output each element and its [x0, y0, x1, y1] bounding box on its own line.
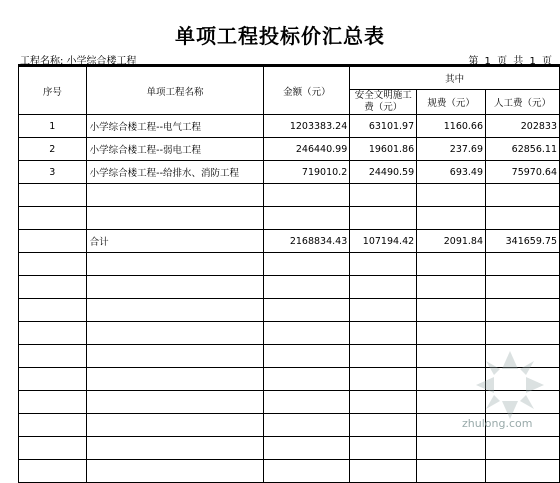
cell-amount: 719010.2 [264, 161, 350, 184]
empty-cell [350, 437, 417, 460]
empty-cell [417, 437, 486, 460]
empty-cell [86, 368, 264, 391]
empty-cell [86, 460, 264, 483]
total-amount: 2168834.43 [264, 230, 350, 253]
project-name: 工程名称: 小学综合楼工程 [20, 56, 137, 67]
table-row [19, 115, 560, 138]
empty-cell [86, 391, 264, 414]
empty-row [19, 460, 560, 483]
cell-labor: 202833 [486, 115, 560, 138]
empty-cell [264, 276, 350, 299]
cell-safety: 63101.97 [350, 115, 417, 138]
empty-cell [19, 414, 87, 437]
cell-amount: 1203383.24 [264, 115, 350, 138]
watermark-text: zhulong.com [462, 417, 533, 430]
empty-cell [86, 322, 264, 345]
empty-cell [19, 253, 87, 276]
empty-row [19, 253, 560, 276]
page-info: 第 1 页 共 1 页 [468, 56, 552, 67]
empty-cell [264, 345, 350, 368]
empty-cell [350, 345, 417, 368]
empty-cell [486, 276, 560, 299]
cell-fees: 693.49 [417, 161, 486, 184]
empty-row [19, 299, 560, 322]
empty-cell [350, 391, 417, 414]
cell-amount: 246440.99 [264, 138, 350, 161]
empty-cell [19, 345, 87, 368]
empty-cell [486, 322, 560, 345]
empty-cell [19, 276, 87, 299]
empty-cell [19, 184, 87, 207]
empty-cell [264, 253, 350, 276]
cell-seq: 1 [19, 115, 87, 138]
empty-cell [86, 299, 264, 322]
empty-cell [417, 276, 486, 299]
cell-labor: 62856.11 [486, 138, 560, 161]
empty-cell [264, 322, 350, 345]
total-row [19, 230, 560, 253]
empty-cell [486, 207, 560, 230]
col-header-seq: 序号 [19, 67, 87, 115]
empty-cell [19, 437, 87, 460]
empty-cell [264, 437, 350, 460]
empty-cell [86, 207, 264, 230]
cell-safety: 19601.86 [350, 138, 417, 161]
empty-cell [19, 460, 87, 483]
empty-cell [264, 299, 350, 322]
total-safety: 107194.42 [350, 230, 417, 253]
empty-cell [19, 207, 87, 230]
empty-row [19, 276, 560, 299]
empty-cell [19, 230, 87, 253]
empty-cell [350, 322, 417, 345]
empty-row [19, 437, 560, 460]
empty-cell [19, 322, 87, 345]
empty-cell [486, 299, 560, 322]
empty-cell [86, 253, 264, 276]
empty-cell [264, 414, 350, 437]
table-row [19, 161, 560, 184]
cell-name: 小学综合楼工程--给排水、消防工程 [86, 161, 264, 184]
empty-cell [350, 184, 417, 207]
empty-cell [486, 437, 560, 460]
empty-cell [417, 299, 486, 322]
empty-cell [19, 391, 87, 414]
empty-cell [350, 276, 417, 299]
empty-cell [86, 184, 264, 207]
empty-cell [350, 460, 417, 483]
col-header-amount: 金额（元） [264, 67, 350, 115]
cell-name: 小学综合楼工程--电气工程 [86, 115, 264, 138]
empty-cell [417, 460, 486, 483]
empty-row [19, 184, 560, 207]
empty-cell [19, 368, 87, 391]
empty-cell [264, 391, 350, 414]
empty-cell [86, 345, 264, 368]
col-header-safety: 安全文明施工费（元） [350, 90, 417, 115]
cell-name: 小学综合楼工程--弱电工程 [86, 138, 264, 161]
empty-cell [264, 207, 350, 230]
empty-cell [264, 460, 350, 483]
cell-seq: 2 [19, 138, 87, 161]
empty-cell [417, 322, 486, 345]
total-fees: 2091.84 [417, 230, 486, 253]
total-labor: 341659.75 [486, 230, 560, 253]
empty-cell [19, 299, 87, 322]
empty-cell [417, 184, 486, 207]
col-header-name: 单项工程名称 [86, 67, 264, 115]
empty-row [19, 207, 560, 230]
empty-cell [86, 437, 264, 460]
empty-cell [350, 414, 417, 437]
empty-cell [264, 368, 350, 391]
watermark-logo-icon [470, 345, 550, 425]
empty-cell [350, 299, 417, 322]
empty-cell [86, 414, 264, 437]
empty-row [19, 322, 560, 345]
col-header-labor: 人工费（元） [486, 90, 560, 115]
empty-cell [417, 207, 486, 230]
col-header-fees: 规费（元） [417, 90, 486, 115]
empty-cell [350, 368, 417, 391]
empty-cell [486, 253, 560, 276]
cell-safety: 24490.59 [350, 161, 417, 184]
empty-cell [486, 460, 560, 483]
empty-cell [486, 184, 560, 207]
cell-seq: 3 [19, 161, 87, 184]
empty-cell [264, 184, 350, 207]
empty-cell [417, 253, 486, 276]
cell-labor: 75970.64 [486, 161, 560, 184]
total-label: 合计 [86, 230, 264, 253]
page-title: 单项工程投标价汇总表 [175, 24, 385, 48]
empty-cell [350, 207, 417, 230]
cell-fees: 237.69 [417, 138, 486, 161]
empty-cell [86, 276, 264, 299]
empty-cell [350, 253, 417, 276]
cell-fees: 1160.66 [417, 115, 486, 138]
col-header-group: 其中 [350, 67, 560, 90]
table-row [19, 138, 560, 161]
